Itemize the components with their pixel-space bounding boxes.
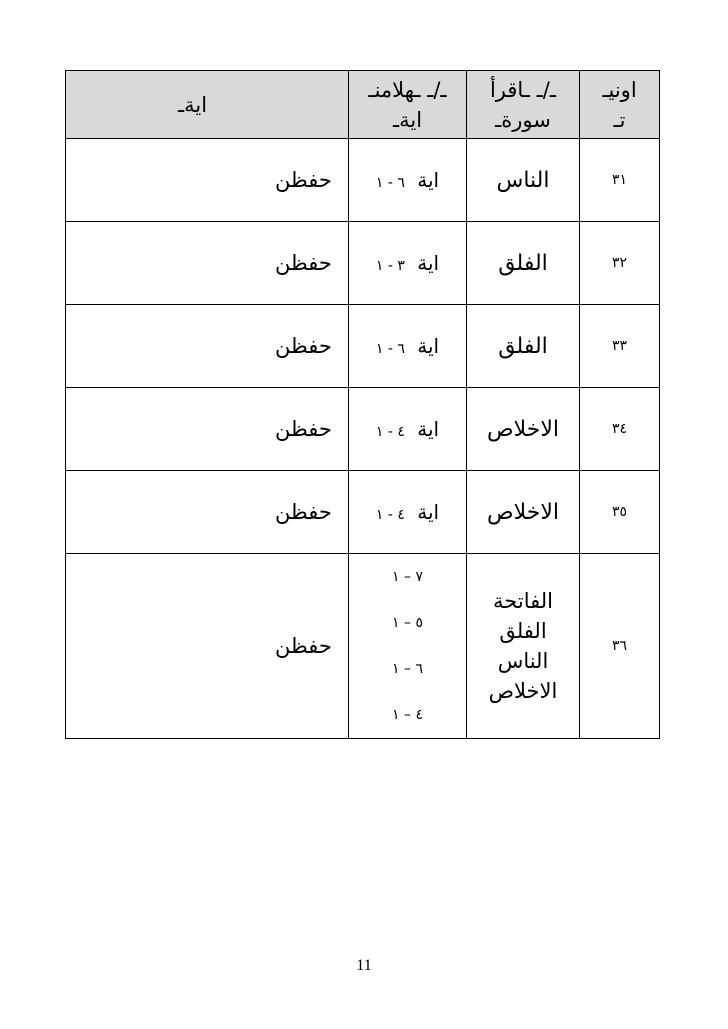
note-text: حفظن — [275, 251, 332, 275]
range-number: ٤ - ١ — [375, 424, 405, 440]
week-number: ٣٥ — [611, 504, 628, 520]
note-cell — [66, 471, 349, 554]
note-cell — [66, 554, 349, 739]
memorization-table — [65, 70, 660, 739]
header-surah-line2: سورةـ — [495, 107, 551, 132]
range-item: ٧ – ١ — [392, 569, 423, 585]
week-number: ٣٤ — [611, 421, 628, 437]
surah-cell — [467, 388, 580, 471]
week-number: ٣٢ — [611, 255, 628, 271]
table-row — [66, 139, 660, 222]
surah-item: الفاتحة — [493, 589, 553, 613]
surah-cell — [467, 222, 580, 305]
table-row — [66, 471, 660, 554]
note-cell — [66, 139, 349, 222]
note-cell — [66, 305, 349, 388]
header-surah-line1: ـ/ـ ـاقرأ — [489, 77, 557, 102]
week-cell — [580, 222, 660, 305]
surah-name: الاخلاص — [487, 416, 559, 442]
note-text: حفظن — [275, 634, 332, 658]
week-cell — [580, 305, 660, 388]
page-number: 11 — [356, 957, 372, 974]
surah-cell — [467, 305, 580, 388]
surah-cell — [467, 139, 580, 222]
range-cell — [349, 305, 467, 388]
range-word: اية — [417, 417, 440, 441]
header-note-label: ايةـ — [178, 92, 208, 117]
surah-item: الفلق — [499, 619, 547, 643]
header-surah — [467, 71, 580, 139]
week-number: ٣٣ — [611, 338, 628, 354]
surah-list-cell — [467, 554, 580, 739]
table-header-row — [66, 71, 660, 139]
range-word: اية — [417, 251, 440, 275]
range-word: اية — [417, 500, 440, 524]
range-word: اية — [417, 334, 440, 358]
week-cell — [580, 471, 660, 554]
note-text: حفظن — [275, 500, 332, 524]
header-week-line1: اونيـ — [602, 77, 637, 102]
surah-name: الاخلاص — [487, 499, 559, 525]
table-row — [66, 305, 660, 388]
surah-name: الفلق — [498, 333, 548, 359]
note-text: حفظن — [275, 168, 332, 192]
header-range — [349, 71, 467, 139]
header-range-line2: ايةـ — [392, 107, 423, 132]
surah-cell — [467, 471, 580, 554]
week-number: ٣١ — [611, 172, 628, 188]
range-cell — [349, 139, 467, 222]
range-number: ٤ - ١ — [375, 507, 405, 523]
week-cell — [580, 554, 660, 739]
week-cell — [580, 139, 660, 222]
note-cell — [66, 388, 349, 471]
header-range-line1: ـ/ـ ـهلامنـ — [368, 77, 447, 102]
table-row-combined — [66, 554, 660, 739]
range-number: ٦ - ١ — [375, 341, 405, 357]
header-week — [580, 71, 660, 139]
range-word: اية — [417, 168, 440, 192]
range-list-cell — [349, 554, 467, 739]
range-item: ٤ – ١ — [392, 707, 423, 723]
surah-name: الناس — [496, 167, 550, 193]
week-cell — [580, 388, 660, 471]
surah-name: الفلق — [498, 250, 548, 276]
range-item: ٦ – ١ — [392, 661, 423, 677]
surah-item: الناس — [497, 649, 549, 673]
header-week-line2: تـ — [613, 107, 626, 132]
range-item: ٥ – ١ — [392, 615, 423, 631]
week-number: ٣٦ — [611, 638, 628, 654]
table-row — [66, 222, 660, 305]
range-number: ٣ - ١ — [375, 258, 405, 274]
note-text: حفظن — [275, 334, 332, 358]
range-cell — [349, 222, 467, 305]
range-cell — [349, 471, 467, 554]
header-note — [66, 71, 349, 139]
note-cell — [66, 222, 349, 305]
note-text: حفظن — [275, 417, 332, 441]
table-row — [66, 388, 660, 471]
surah-item: الاخلاص — [488, 679, 558, 703]
range-number: ٦ - ١ — [375, 175, 405, 191]
range-cell — [349, 388, 467, 471]
